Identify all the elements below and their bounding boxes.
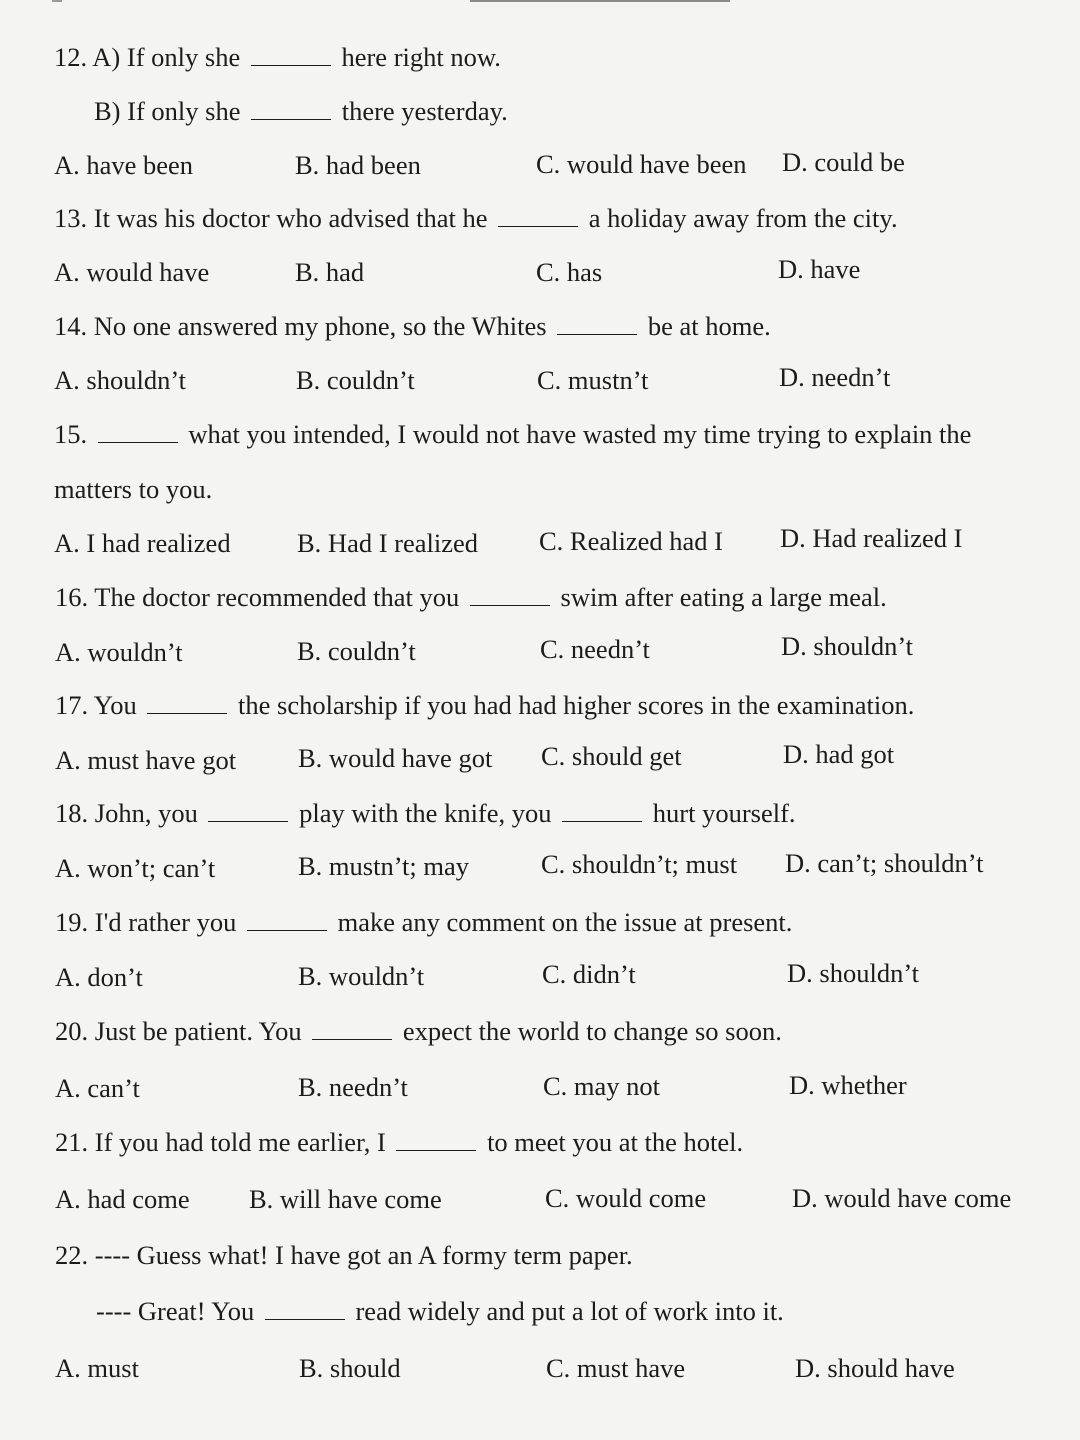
- option-a: A. can’t: [55, 1073, 140, 1103]
- option-d: D. shouldn’t: [787, 958, 920, 988]
- option-c: C. mustn’t: [537, 365, 649, 395]
- top-edge-line: [470, 0, 730, 2]
- answer-blank: [562, 801, 642, 822]
- option-b: B. would have got: [298, 743, 493, 773]
- option-c: C. Realized had I: [539, 526, 723, 556]
- question-text: expect the world to change so soon.: [402, 1016, 782, 1046]
- answer-blank: [396, 1130, 476, 1151]
- question-14: [54, 313, 771, 340]
- question-19: [55, 909, 792, 936]
- question-12-line-b: [94, 98, 508, 125]
- option-b: B. couldn’t: [296, 365, 415, 395]
- answer-blank: [98, 422, 178, 443]
- question-text: 16. The doctor recommended that you: [55, 582, 460, 612]
- question-text: 12. A) If only she: [54, 42, 241, 72]
- option-c: C. would have been: [536, 149, 747, 179]
- option-d: D. needn’t: [779, 362, 891, 392]
- question-text: what you intended, I would not have wasted my time trying to explain the: [188, 419, 972, 449]
- question-text: the scholarship if you had had higher scores in the examination.: [238, 690, 915, 720]
- question-text: be at home.: [647, 311, 771, 341]
- answer-blank: [312, 1019, 392, 1040]
- option-c: C. needn’t: [540, 634, 650, 664]
- top-edge-mark: [52, 0, 62, 2]
- question-20: [55, 1018, 782, 1045]
- option-b: B. had: [295, 257, 365, 287]
- option-d: D. whether: [789, 1070, 907, 1100]
- option-d: D. could be: [782, 147, 905, 177]
- option-b: B. couldn’t: [297, 636, 416, 666]
- question-18: [55, 800, 796, 827]
- option-a: A. won’t; can’t: [55, 853, 216, 883]
- option-a: A. don’t: [55, 962, 143, 992]
- question-text: 21. If you had told me earlier, I: [55, 1127, 386, 1157]
- option-b: B. will have come: [249, 1184, 442, 1214]
- option-a: A. shouldn’t: [54, 365, 187, 395]
- answer-blank: [251, 99, 331, 120]
- option-c: C. has: [536, 257, 603, 287]
- question-text: 14. No one answered my phone, so the Whites: [54, 311, 547, 341]
- option-d: D. had got: [783, 739, 895, 769]
- option-b: B. had been: [295, 150, 421, 180]
- question-text: 22. ---- Guess what! I have got an A formy term paper.: [55, 1240, 633, 1270]
- question-15-line-2: [54, 476, 212, 503]
- question-text: 13. It was his doctor who advised that he: [54, 203, 488, 233]
- option-b: B. Had I realized: [297, 528, 478, 558]
- option-c: C. must have: [546, 1353, 686, 1383]
- question-text: here right now.: [341, 42, 501, 72]
- option-a: A. must have got: [55, 745, 237, 775]
- option-c: C. may not: [543, 1071, 661, 1101]
- question-16: [55, 584, 887, 611]
- answer-blank: [147, 693, 227, 714]
- question-text: hurt yourself.: [652, 798, 796, 828]
- question-text: ---- Great! You: [96, 1296, 255, 1326]
- option-a: A. have been: [54, 150, 194, 180]
- answer-blank: [470, 585, 550, 606]
- option-d: D. have: [778, 254, 861, 284]
- option-a: A. wouldn’t: [55, 637, 183, 667]
- answer-blank: [208, 801, 288, 822]
- question-text: play with the knife, you: [299, 798, 552, 828]
- option-d: D. Had realized I: [780, 523, 963, 553]
- option-c: C. didn’t: [542, 959, 636, 989]
- question-text: make any comment on the issue at present.: [337, 907, 793, 937]
- option-b: B. should: [299, 1353, 401, 1383]
- question-15-line-1: [54, 421, 971, 448]
- question-21: [55, 1129, 743, 1156]
- question-text: read widely and put a lot of work into it.: [355, 1296, 784, 1326]
- option-c: C. should get: [541, 741, 682, 771]
- question-text: 20. Just be patient. You: [55, 1016, 302, 1046]
- answer-blank: [265, 1299, 345, 1320]
- option-a: A. I had realized: [54, 528, 231, 558]
- option-d: D. shouldn’t: [781, 631, 914, 661]
- option-d: D. can’t; shouldn’t: [785, 848, 984, 878]
- question-text: 19. I'd rather you: [55, 907, 237, 937]
- option-d: D. should have: [795, 1353, 955, 1383]
- answer-blank: [498, 206, 578, 227]
- option-b: B. mustn’t; may: [298, 851, 470, 881]
- option-a: A. must: [55, 1353, 139, 1383]
- question-text: 17. You: [55, 690, 137, 720]
- question-text: there yesterday.: [341, 96, 508, 126]
- question-text: 15.: [54, 419, 88, 449]
- question-text: a holiday away from the city.: [588, 203, 898, 233]
- option-a: A. would have: [54, 257, 210, 287]
- answer-blank: [557, 314, 637, 335]
- option-c: C. would come: [545, 1183, 707, 1213]
- option-d: D. would have come: [792, 1183, 1012, 1213]
- question-22-line-1: [55, 1242, 633, 1269]
- option-b: B. wouldn’t: [298, 961, 425, 991]
- question-12-line-a: [54, 44, 501, 71]
- question-text: B) If only she: [94, 96, 241, 126]
- question-17: [55, 692, 914, 719]
- answer-blank: [247, 910, 327, 931]
- question-text: swim after eating a large meal.: [560, 582, 887, 612]
- question-text: 18. John, you: [55, 798, 198, 828]
- option-b: B. needn’t: [298, 1072, 408, 1102]
- question-text: to meet you at the hotel.: [487, 1127, 744, 1157]
- question-text: matters to you.: [54, 474, 213, 504]
- question-13: [54, 205, 898, 232]
- question-22-line-2: [96, 1298, 784, 1325]
- answer-blank: [251, 45, 331, 66]
- option-a: A. had come: [55, 1184, 190, 1214]
- option-c: C. shouldn’t; must: [541, 849, 738, 879]
